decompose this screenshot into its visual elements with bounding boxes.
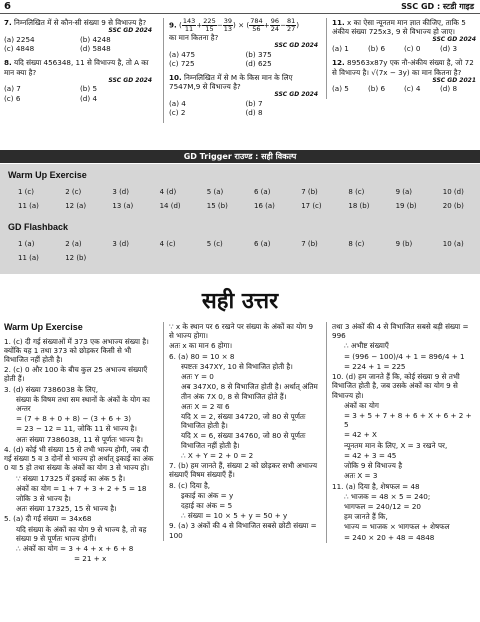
warmup-row-2 [4, 202, 476, 211]
text: − [279, 20, 286, 30]
answer-cell: 5 (c) [206, 240, 223, 248]
answer-cell: 3 (d) [112, 188, 129, 196]
answer-cell: 3 (d) [112, 240, 129, 248]
answer-cell: 2 (c) [65, 188, 82, 196]
option: (d) 3 [440, 44, 458, 54]
text: 24 [270, 24, 279, 33]
question-11 [332, 18, 476, 53]
option: (b) 6 [368, 84, 386, 94]
text: ) × ( [233, 20, 250, 30]
question-9 [169, 18, 318, 68]
text: अतः संख्या 7386038, 11 से पूर्णतः भाज्य है। [16, 434, 143, 444]
answer-cell: 6 (a) [254, 188, 271, 196]
text: 81 [287, 17, 296, 25]
answer-cell: 18 (b) [348, 202, 370, 210]
option: (a) 475 [169, 49, 196, 59]
flashback-row-1 [4, 240, 476, 249]
option: (c) 6 [4, 93, 21, 103]
option: (b) 4248 [80, 34, 111, 44]
text: हम जानते हैं कि, [344, 512, 388, 522]
page-header [0, 0, 480, 14]
text: तथा 3 अंकों की 4 से विभाजित सबसे बड़ी संख्या = 996 [332, 322, 469, 341]
text: = 21 + x [74, 554, 107, 564]
text: अंकों का योग = 1 + 7 + 3 + 2 + 5 = 18 [16, 483, 147, 493]
source-tag: SSC GD 2024 [274, 91, 318, 99]
text: निम्नलिखित में से M के किस मान के लिए 7547M,9 से विभाज्य है? [169, 72, 293, 92]
answer-cell: 4 (d) [159, 188, 177, 196]
option: (d) 5848 [80, 44, 111, 54]
option: (d) 8 [245, 108, 263, 118]
text: 11. (a) दिया है, शेषफल = 48 [332, 481, 420, 491]
answer-cell: 12 (b) [65, 254, 87, 262]
text: जोकि 3 से भाज्य है। [16, 494, 71, 504]
text: स्पष्टतः 347XY, 10 से विभाजित होती है। [181, 361, 293, 371]
answer-cell: 1 (a) [18, 240, 35, 248]
option: (b) 5 [80, 84, 98, 94]
answer-cell: 16 (a) [254, 202, 275, 210]
section-heading: सही उत्तर [201, 289, 279, 314]
trigger-round-banner: GD Trigger राउण्ड : सही विकल्प [0, 150, 480, 163]
text: = 23 − 12 = 11, जोकि 11 से भाज्य है। [16, 424, 137, 434]
question-8 [4, 58, 152, 103]
source-tag: SSC GD 2024 [274, 41, 318, 49]
page-number: 6 [4, 1, 11, 12]
text: + [263, 20, 270, 30]
fraction [223, 18, 233, 33]
text: = 42 + X [344, 430, 377, 440]
text: दहाई का अंक = 5 [181, 500, 233, 510]
text: = 224 + 1 = 225 [344, 361, 406, 371]
text: 10. [169, 72, 182, 82]
text: ∴ X + Y = 2 + 0 = 2 [181, 450, 254, 460]
source-tag: SSC GD 2024 [432, 36, 476, 44]
answer-cell: 8 (c) [348, 188, 365, 196]
text: इकाई का अंक = y [181, 490, 234, 500]
answer-cell: 6 (a) [254, 240, 271, 248]
text: 13 [223, 24, 233, 33]
solutions-col-2 [163, 322, 318, 541]
text: + [196, 20, 203, 30]
warmup-title: Warm Up Exercise [8, 170, 87, 180]
text: ∵ संख्या 17325 में इकाई का अंक 5 है। [16, 473, 126, 483]
questions-col-2 [163, 18, 318, 123]
text: ∴ अंकों का योग = 3 + 4 + x + 6 + 8 [16, 544, 134, 554]
text: 143 [182, 17, 196, 25]
text: 56 [252, 24, 261, 33]
source-tag: SSC GD 2024 [108, 76, 152, 84]
fraction [202, 18, 216, 33]
text: भाज्य = भाजक × भागफल + शेषफल [344, 522, 450, 532]
text: भागफल = 240/12 = 20 [344, 501, 421, 511]
text: जोकि 9 से विभाज्य है [344, 461, 403, 471]
solutions-title: Warm Up Exercise [4, 322, 83, 332]
option: (a) 7 [4, 84, 21, 94]
text: x का ऐसा न्यूनतम मान ज्ञात कीजिए, ताकि 5 अंकीय संख्या 725x3, 9 से विभाज्य हो जाए। [332, 18, 466, 37]
text: = 240 × 20 + 48 = 4848 [344, 532, 435, 542]
text: 5. (a) दी गई संख्या = 34x68 [4, 514, 92, 524]
text: अतः संख्या 17325, 15 से भाज्य है। [16, 504, 117, 514]
option: (a) 4 [169, 99, 186, 109]
text: 1. (c) दी गई संख्याओं में 373 एक अभाज्य संख्या है। क्योंकि यह 1 तथा 373 को छोड़कर किसी से भी विभाजित नहीं होती है। [4, 336, 149, 364]
option: (c) 4848 [4, 44, 35, 54]
text: यदि संख्या 456348, 11 से विभाज्य है, तो A का मान क्या है? [4, 58, 149, 77]
text: 11 [184, 24, 194, 33]
solutions-col-3 [326, 322, 476, 543]
text: 27 [287, 24, 296, 33]
answer-cell: 17 (c) [301, 202, 322, 210]
option: (d) 8 [440, 84, 458, 94]
option: (d) 625 [245, 58, 272, 68]
answer-cell: 4 (c) [159, 240, 176, 248]
answer-cell: 15 (b) [206, 202, 228, 210]
fraction [182, 18, 196, 33]
option: (d) 4 [80, 93, 98, 103]
text: 10. (d) हम जानते हैं कि, कोई संख्या 9 से तभी विभाजित होती है, जब उसके अंकों का योग 9 से विभाज्य हो। [332, 372, 460, 400]
text: 9. (a) 3 अंकों की 4 से विभाजित सबसे छोटी संख्या = 100 [169, 521, 317, 540]
answer-cell: 9 (a) [395, 188, 413, 196]
question-10 [169, 73, 318, 118]
answer-cell: 8 (c) [348, 240, 365, 248]
text: 89563x87y एक नौ-अंकीय संख्या है, जो 72 से विभाज्य है। √(7x − 3y) का मान कितना है? [332, 58, 474, 77]
option: (b) 375 [245, 49, 272, 59]
option: (c) 4 [404, 84, 421, 94]
flashback-row-2 [4, 254, 476, 263]
text: 4. (d) कोई भी संख्या 15 से तभी भाज्य होगी, जब दी गई संख्या 5 व 3 दोनों से भाज्य हो अर्थात् इकाई का अंक 0 या 5 हो तथा संख्या के अंकों का योग 3 से भाज्य हो। [4, 444, 154, 473]
flashback-title: GD Flashback [8, 222, 69, 232]
source-tag: SSC GD 2021 [432, 76, 476, 84]
text: ) [296, 20, 300, 30]
option: (c) 725 [169, 58, 195, 68]
fraction [286, 18, 296, 33]
answer-cell: 5 (a) [206, 188, 224, 196]
answer-cell: 19 (b) [395, 202, 417, 210]
option: (a) 2254 [4, 34, 35, 44]
text: ( [179, 20, 182, 30]
text: 96 [270, 17, 279, 25]
text: 9. [169, 20, 177, 30]
answer-cell: 11 (a) [18, 254, 39, 262]
text: 3. (d) संख्या 7386038 के लिए, [4, 384, 99, 394]
text: संख्या के विषम तथा सम स्थानों के अंकों के योग का अन्तर [16, 394, 150, 414]
answer-cell: 12 (a) [65, 202, 87, 210]
question-12 [332, 58, 476, 93]
option: (b) 7 [245, 99, 263, 109]
text: = (7 + 8 + 0 + 8) − (3 + 6 + 3) [16, 414, 132, 424]
answer-cell: 14 (d) [159, 202, 181, 210]
option: (a) 5 [332, 84, 349, 94]
option: (c) 2 [169, 108, 186, 118]
answer-key-panel [0, 164, 480, 274]
answer-cell: 13 (a) [112, 202, 134, 210]
answer-cell: 10 (d) [442, 188, 464, 196]
text: अतः X = 3 [344, 471, 378, 481]
source-tag: SSC GD 2024 [108, 27, 152, 35]
text: = (996 − 100)/4 + 1 = 896/4 + 1 [344, 351, 465, 361]
text: 12. [332, 58, 345, 68]
text: निम्नलिखित में से कौन-सी संख्या 9 से विभाज्य है? [14, 18, 147, 27]
text: 7. (b) हम जानते हैं, संख्या 2 को छोड़कर सभी अभाज्य संख्याएँ विषम संख्याएँ हैं। [169, 461, 318, 480]
answer-cell: 7 (b) [301, 188, 318, 196]
fraction [270, 18, 280, 33]
text: अतः X = 2 या 6 [181, 401, 230, 411]
answer-cell: 1 (c) [18, 188, 34, 196]
text: 11. [332, 18, 345, 27]
text: 6. (a) 80 = 10 × 8 [169, 351, 235, 361]
text: अतः Y = 0 [181, 372, 214, 382]
text: 15 [205, 24, 214, 33]
warmup-row-1 [4, 188, 476, 197]
text: − [216, 20, 223, 30]
text: ∵ x के स्थान पर 6 रखने पर संख्या के अंकों का योग 9 से भाज्य होगा। [169, 322, 314, 341]
answer-cell: 10 (a) [442, 240, 464, 248]
answer-cell: 9 (b) [395, 240, 413, 248]
answer-cell: 20 (b) [442, 202, 464, 210]
text: यदि X = 2, संख्या 34720, जो 80 से पूर्णतः विभाजित होती है। [181, 411, 306, 431]
answer-cell: 2 (a) [65, 240, 82, 248]
text: ∴ संख्या = 10 × 5 + y = 50 + y [181, 511, 288, 521]
option: (b) 6 [368, 44, 386, 54]
text: ∴ अभीष्ट संख्याएँ [344, 341, 389, 351]
text: यदि X = 6, संख्या 34760, जो 80 से पूर्णतः विभाजित नहीं होती है। [181, 431, 306, 450]
text: 8. (c) दिया है, [169, 480, 211, 490]
questions-col-3 [326, 18, 476, 99]
text: 7. [4, 18, 12, 27]
answer-cell: 11 (a) [18, 202, 39, 210]
text: 2. (c) 0 और 100 के बीच कुल 25 अभाज्य संख्याएँ होती हैं। [4, 365, 148, 384]
text: का मान कितना है? [169, 32, 219, 42]
question-7 [4, 18, 152, 53]
text: अब 347X0, 8 से विभाजित होती है। अर्थात् अंतिम तीन अंक 7X 0, 8 से विभाजित होते हैं। [181, 382, 318, 401]
option: (a) 1 [332, 44, 349, 54]
text: यदि संख्या के अंकों का योग 9 से भाज्य है, तो वह संख्या 9 से पूर्णतः भाज्य होगी। [16, 524, 147, 543]
book-title: SSC GD : स्टडी गाइड [401, 2, 474, 11]
fraction [249, 18, 263, 33]
text: 784 [250, 17, 263, 25]
solutions-col-1 [4, 322, 154, 565]
text: 8. [4, 58, 12, 68]
text: अतः x का मान 6 होगा। [169, 341, 233, 351]
text: = 3 + 5 + 7 + 8 + 6 + X + 6 + 2 + 5 [344, 410, 472, 430]
questions-col-1 [4, 18, 152, 108]
option: (c) 0 [404, 44, 421, 54]
text: = 42 + 3 = 45 [344, 450, 397, 460]
text: 39 [223, 17, 233, 25]
text: अंकों का योग [344, 400, 379, 410]
text: 225 [203, 17, 216, 25]
answer-cell: 7 (b) [301, 240, 318, 248]
text: न्यूनतम मान के लिए, X = 3 रखने पर, [344, 440, 448, 450]
text: ∴ भाजक = 48 × 5 = 240; [344, 491, 431, 501]
